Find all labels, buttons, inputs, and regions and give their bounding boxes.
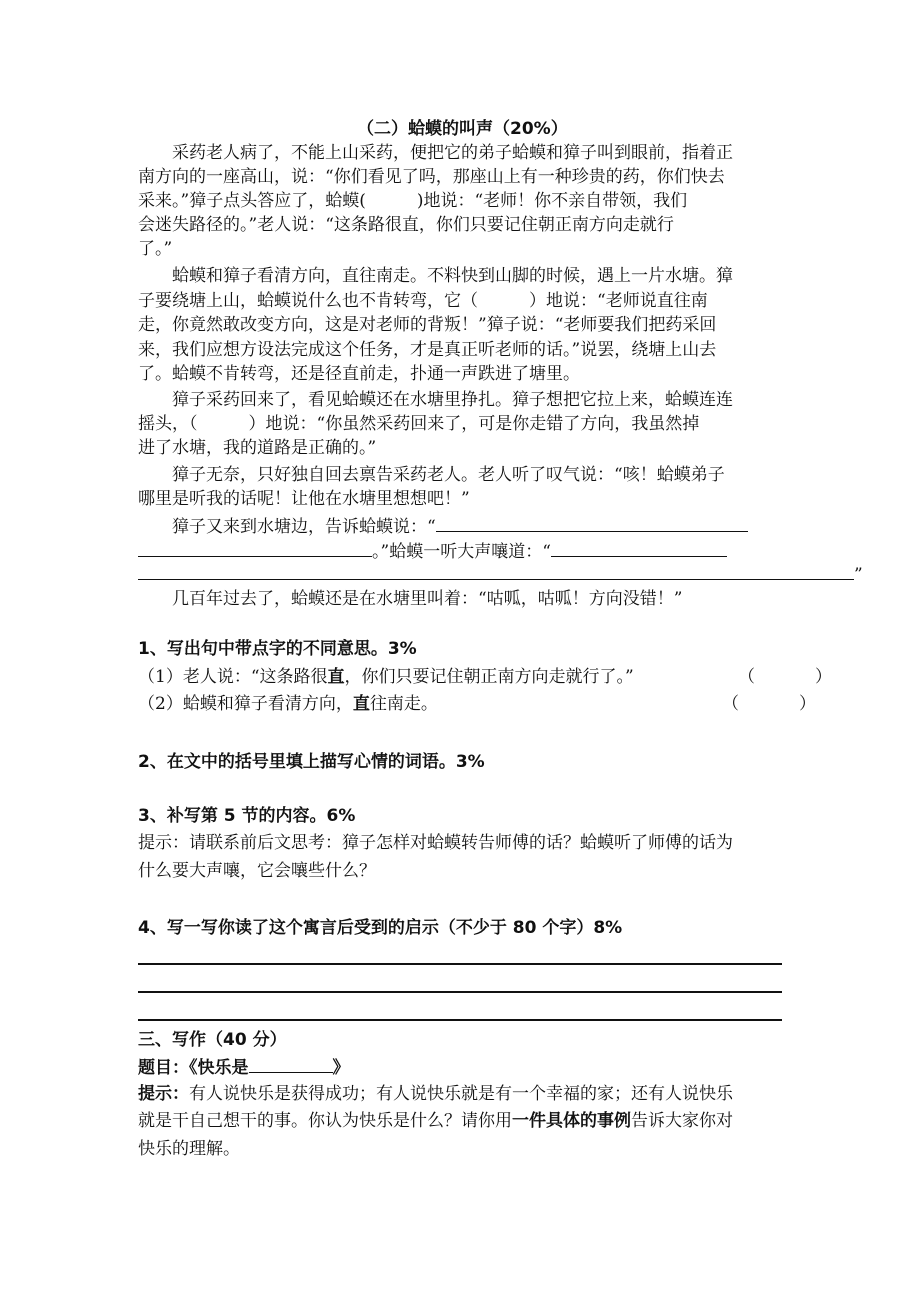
section-two-title: （二）蛤蟆的叫声（20%） <box>357 119 568 139</box>
fill-line-2-text: 。”蛤蟆一听大声嚷道：“ <box>372 542 551 562</box>
writing-hint-text-2: 就是干自己想干的事。你认为快乐是什么？请你用 <box>138 1111 512 1131</box>
q1-item-2 <box>138 692 438 716</box>
story-line: 子要绕塘上山，蛤蟆说什么也不肯转弯，它（ ）地说：“老师说直往南 <box>138 291 708 311</box>
story-line: 采药老人病了，不能上山采药，便把它的弟子蛤蟆和獐子叫到眼前，指着正 <box>138 143 733 163</box>
writing-topic <box>138 1054 350 1080</box>
writing-hint-line-3: 快乐的理解。 <box>138 1139 240 1159</box>
fill-blank-1[interactable] <box>436 513 748 532</box>
fill-line-1 <box>138 513 748 539</box>
story-line: 进了水塘，我的道路是正确的。” <box>138 438 377 458</box>
writing-hint-text-3: 告诉大家你对 <box>631 1111 733 1131</box>
story-line: 獐子无奈，只好独自回去禀告采药老人。老人听了叹气说：“咳！蛤蟆弟子 <box>138 465 725 485</box>
writing-topic-blank[interactable] <box>249 1054 333 1073</box>
q1-item-2-dotted-char: 直 <box>352 694 370 714</box>
story-line: 采来。”獐子点头答应了，蛤蟆( )地说：“老师！你不亲自带领，我们 <box>138 191 688 211</box>
q3-title: 3、补写第 5 节的内容。6% <box>138 806 356 826</box>
q1-item-1-dotted-char: 直 <box>327 667 345 687</box>
q3-hint-line-1: 提示：请联系前后文思考：獐子怎样对蛤蟆转告师傅的话？蛤蟆听了师傅的话为 <box>138 833 733 853</box>
q1-item-1-post: ，你们只要记住朝正南方向走就行了。” <box>344 667 634 687</box>
story-line: 走，你竟然敢改变方向，这是对老师的背叛！”獐子说：“老师要我们把药采回 <box>138 315 717 335</box>
story-line: 来，我们应想方设法完成这个任务，才是真正听老师的话。”说罢，绕塘上山去 <box>138 340 717 360</box>
q1-item-1-pre: （1）老人说：“这条路很 <box>138 667 328 687</box>
q1-answer-1-open: （ <box>738 667 755 687</box>
q1-answer-1-close: ） <box>815 667 832 687</box>
writing-topic-close: 》 <box>332 1058 350 1078</box>
story-line: 哪里是听我的话呢！让他在水塘里想想吧！” <box>138 489 470 509</box>
answer-line[interactable] <box>138 963 782 965</box>
q2-title: 2、在文中的括号里填上描写心情的词语。3% <box>138 752 485 772</box>
fill-line-3-end: ” <box>854 565 863 585</box>
fill-line-1-text: 獐子又来到水塘边，告诉蛤蟆说：“ <box>138 517 436 537</box>
writing-hint-line-1 <box>138 1082 733 1106</box>
q1-title: 1、写出句中带点字的不同意思。3% <box>138 639 417 659</box>
writing-hint-text-1: 有人说快乐是获得成功；有人说快乐就是有一个幸福的家；还有人说快乐 <box>189 1084 733 1104</box>
story-line: 会迷失路径的。”老人说：“这条路很直，你们只要记住朝正南方向走就行 <box>138 215 674 235</box>
q3-hint-line-2: 什么要大声嚷，它会嚷些什么？ <box>138 861 376 881</box>
q1-answer-2[interactable] <box>722 692 816 716</box>
fill-line-3 <box>138 561 863 587</box>
q4-title: 4、写一写你读了这个寓言后受到的启示（不少于 80 个字）8% <box>138 918 623 938</box>
fill-blank-2[interactable] <box>138 538 372 557</box>
story-line: 南方向的一座高山，说：“你们看见了吗，那座山上有一种珍贵的药，你们快去 <box>138 167 725 187</box>
story-line: 了。” <box>138 239 173 259</box>
writing-hint-label: 提示： <box>138 1084 189 1104</box>
q1-item-2-post: 往南走。 <box>369 694 438 714</box>
fill-blank-3[interactable] <box>551 538 727 557</box>
story-final-line: 几百年过去了，蛤蟆还是在水塘里叫着：“咕呱，咕呱！方向没错！” <box>138 589 683 609</box>
story-line: 蛤蟆和獐子看清方向，直往南走。不料快到山脚的时候，遇上一片水塘。獐 <box>138 266 733 286</box>
story-line: 了。蛤蟆不肯转弯，还是径直前走，扑通一声跌进了塘里。 <box>138 364 580 384</box>
answer-line[interactable] <box>138 991 782 993</box>
q1-answer-2-open: （ <box>722 694 739 714</box>
writing-topic-label: 题目：《快乐是 <box>138 1058 249 1078</box>
writing-hint-line-2 <box>138 1109 733 1133</box>
q1-item-1 <box>138 665 634 689</box>
section-three-title: 三、写作（40 分） <box>138 1030 287 1050</box>
story-line: 獐子采药回来了，看见蛤蟆还在水塘里挣扎。獐子想把它拉上来，蛤蟆连连 <box>138 390 733 410</box>
q1-answer-2-close: ） <box>799 694 816 714</box>
writing-hint-emphasis: 一件具体的事例 <box>512 1111 631 1131</box>
fill-blank-4[interactable] <box>138 561 854 580</box>
q1-item-2-pre: （2）蛤蟆和獐子看清方向， <box>138 694 353 714</box>
answer-line[interactable] <box>138 1019 782 1021</box>
q1-answer-1[interactable] <box>738 665 832 689</box>
story-line: 摇头，（ ）地说：“你虽然采药回来了，可是你走错了方向，我虽然掉 <box>138 414 700 434</box>
